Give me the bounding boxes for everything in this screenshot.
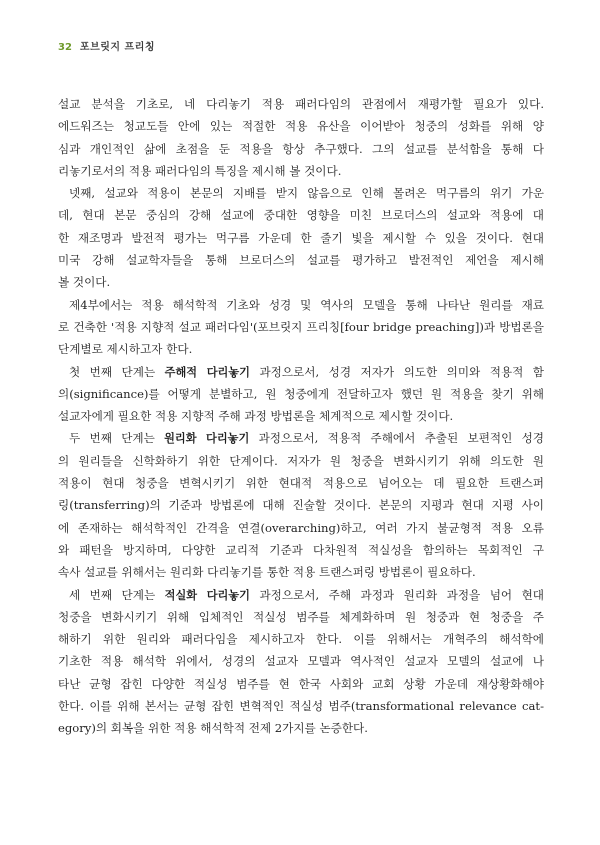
text-line: 한 재조명과 발전적 평가는 먹구름 가운데 한 줄기 빛을 제시할 수 있을 것이다. 현대 (58, 230, 544, 245)
text-segment: 첫 번째 단계는 (69, 364, 165, 379)
text-line: 미국 강해 설교학자들을 통해 브로더스의 설교를 평가하고 발전적인 제언을 제시해 (58, 253, 544, 268)
text-line: 심과 개인적인 삶에 초점을 둔 적용을 항상 추구했다. 그의 설교를 분석함을 통해 다 (58, 141, 544, 156)
text-line: 해하기 위한 원리와 패러다임을 제시하고자 한다. 이를 위해서는 개혁주의 해석학에 (58, 632, 544, 647)
text-segment: 과정으로서, 적용적 주해에서 추출된 보편적인 성경 (249, 431, 544, 446)
text-line: 링(transferring)의 기준과 방법론에 대해 진술할 것이다. 본문의 지평과 현대 지평 사이 (58, 498, 544, 513)
page-header (58, 38, 155, 53)
text-line (58, 427, 544, 449)
text-line: 한다. 이를 위해 본서는 균형 잡힌 변혁적인 적실성 범주(transformational relevance cat- (58, 699, 544, 714)
text-segment: 과정으로서, 주해 과정과 원리화 과정을 넘어 현대 (249, 587, 544, 602)
text-line: 의(significance)를 어떻게 분별하고, 원 청중에게 전달하고자 했던 원 적용을 찾기 위해 (58, 386, 544, 401)
text-line: 설교 분석을 기초로, 네 다리놓기 적용 패러다임의 관점에서 재평가할 필요가 있다. (58, 97, 544, 111)
step-term: 적실화 다리놓기 (164, 588, 250, 602)
text-line: 청중을 변화시키기 위해 입체적인 적실성 범주를 체계화하며 원 청중과 현 청중을 주 (58, 609, 544, 624)
text-line: 기초한 적용 해석학 위에서, 성경의 설교자 모델과 역사적인 설교자 모델의 설교에 나 (58, 654, 544, 669)
text-line: egory)의 회복을 위한 적용 해석학적 전제 2가지를 논증한다. (58, 721, 368, 736)
page-number: 32 (58, 42, 72, 53)
step-term: 주해적 다리놓기 (164, 365, 250, 379)
body-text (58, 93, 544, 740)
text-line: 단계별로 제시하고자 한다. (58, 342, 193, 357)
text-line: 적용이 현대 청중을 변혁시키기 위한 현대적 적용으로 넘어오는 데 필요한 트랜스퍼 (58, 476, 544, 491)
text-line: 에 존재하는 해석학적인 간격을 연결(overarching)하고, 여러 가지 불균형적 적용 오류 (58, 520, 544, 535)
text-line: 설교자에게 필요한 적용 지향적 주해 과정 방법론을 체계적으로 제시할 것이다. (58, 409, 454, 424)
running-title: 포브릿지 프리칭 (79, 42, 156, 53)
text-line: 제4부에서는 적용 해석학적 기초와 성경 및 역사의 모델을 통해 나타난 원리를 재료 (69, 297, 544, 312)
text-line: 의 원리들을 신학화하기 위한 단계이다. 저자가 원 청중을 변화시키기 위해 의도한 원 (58, 453, 544, 468)
text-line: 넷째, 설교와 적용이 본문의 지배를 받지 않음으로 인해 몰려온 먹구름의 위기 가운 (69, 186, 544, 201)
text-segment: 과정으로서, 성경 저자가 의도한 의미와 적용적 함 (249, 364, 544, 379)
text-line: 볼 것이다. (58, 275, 111, 290)
text-segment: 세 번째 단계는 (69, 587, 165, 602)
text-line: 속사 설교를 위해서는 원리화 다리놓기를 통한 적용 트랜스퍼링 방법론이 필요하다. (58, 565, 476, 580)
text-line: 로 건축한 '적용 지향적 설교 패러다임'(포브릿지 프리칭[four bridge preaching])과 방법론을 (58, 319, 544, 334)
text-line: 에드워즈는 청교도들 안에 있는 적절한 적용 유산을 이어받아 청중의 성화를 위해 양 (58, 119, 544, 134)
text-line: 리놓기로서의 적용 패러다임의 특징을 제시해 볼 것이다. (58, 163, 342, 178)
step-term: 원리화 다리놓기 (164, 432, 250, 446)
text-line: 와 패턴을 방지하며, 다양한 교리적 기준과 다차원적 적실성을 함의하는 목회적인 구 (58, 542, 544, 557)
text-line: 데, 현대 본문 중심의 강해 설교에 중대한 영향을 미친 브로더스의 설교와 적용에 대 (58, 208, 544, 223)
text-line (58, 584, 544, 606)
text-line (58, 361, 544, 383)
text-segment: 두 번째 단계는 (69, 431, 165, 446)
text-line: 타난 균형 잡힌 다양한 적실성 범주를 현 한국 사회와 교회 상황 가운데 재상황화해야 (58, 676, 544, 691)
